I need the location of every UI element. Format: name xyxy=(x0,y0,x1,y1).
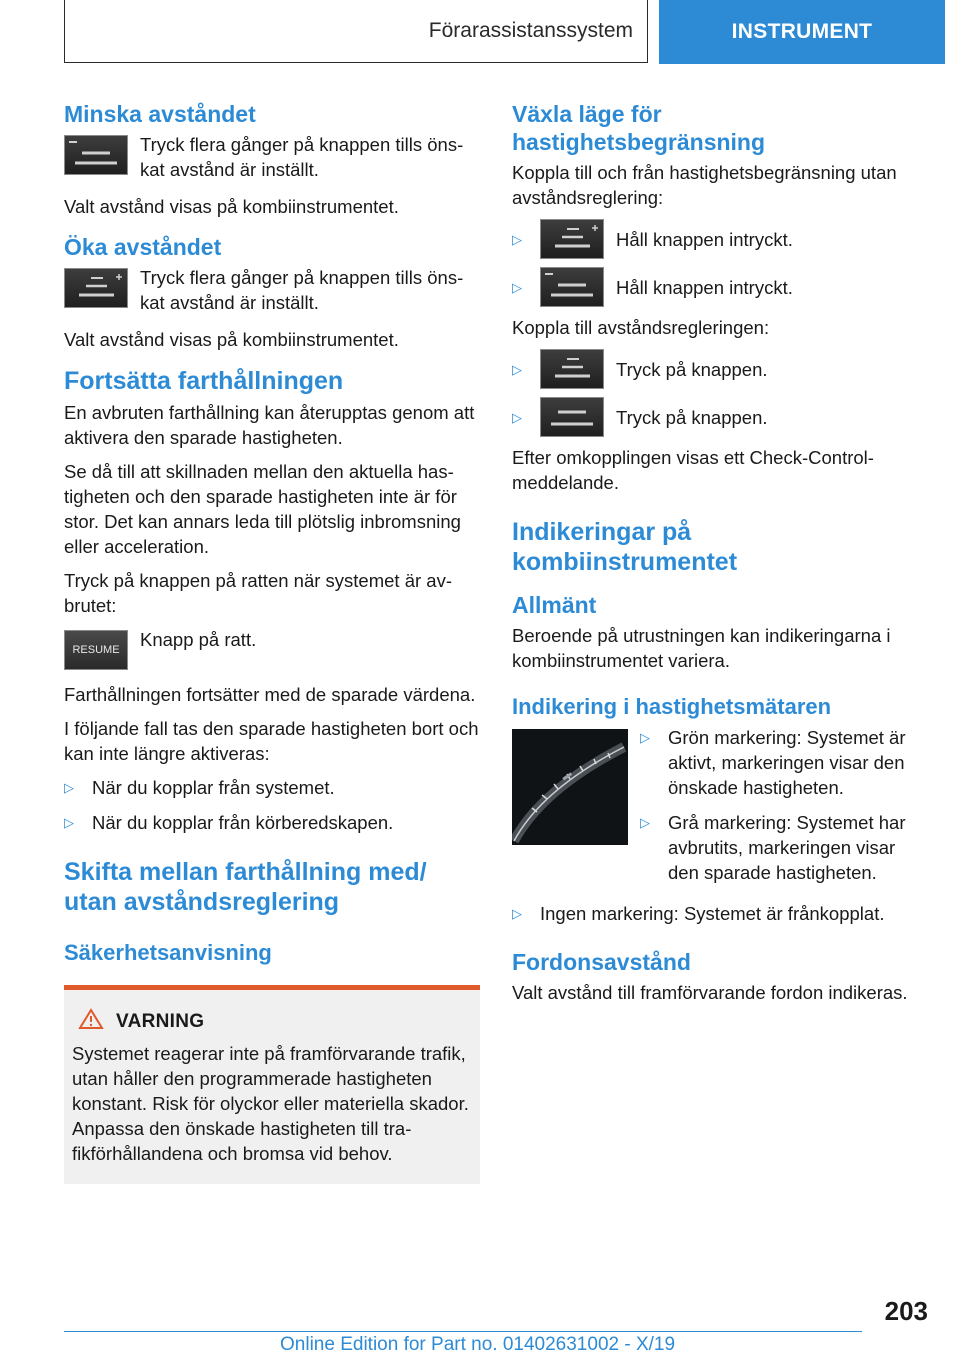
allmant-paragraph: Beroende på utrustningen kan indikeringarna i kombiinstrumentet variera. xyxy=(512,625,891,671)
list-item-text: När du kopplar från körberedskapen. xyxy=(92,812,394,833)
list-item-text: Tryck på knappen. xyxy=(616,406,768,428)
page-number: 203 xyxy=(884,1296,928,1326)
section-title: Förarassistanssystem xyxy=(64,0,648,63)
right-column xyxy=(512,100,917,1014)
list-item-text: Håll knappen intryckt. xyxy=(616,276,793,298)
bullet-triangle-icon: ▷ xyxy=(512,409,522,425)
bullet-triangle-icon: ▷ xyxy=(640,815,650,830)
warning-label: VARNING xyxy=(116,1010,205,1032)
minska-result: Valt avstånd visas på kombiinstrumentet. xyxy=(64,196,399,217)
heading-fortsatta-farthallningen: Fortsätta farthållningen xyxy=(64,367,344,395)
list-item-text: När du kopplar från systemet. xyxy=(92,777,335,798)
fortsatta-paragraph-2: Se då till att skillnaden mellan den aktuella hastigheten och den sparade hastigheten inte är för stor. Det kan annars leda till plötslig inbromsning eller acceleration. xyxy=(64,461,461,557)
heading-oka-avstandet: Öka avståndet xyxy=(64,234,222,260)
bullet-triangle-icon: ▷ xyxy=(640,730,650,745)
heading-sakerhetsanvisning: Säkerhetsanvisning xyxy=(64,940,272,965)
list-item-text: Grå markering: Systemet har avbrutits, markeringen visar den sparade hastigheten. xyxy=(668,812,906,883)
fordon-paragraph: Valt avstånd till framförvarande fordon indikeras. xyxy=(512,982,908,1003)
oka-instruction-text: Tryck flera gånger på knappen tills önskat avstånd är inställt. xyxy=(140,267,464,313)
distance-increase-button-icon xyxy=(64,268,128,308)
distance-decrease-button-icon xyxy=(540,397,604,437)
warning-text: Systemet reagerar inte på framförvarande trafik, utan håller den programmerade hastigheten konstant. Risk för olyckor eller materiella skador. Anpassa den önskade hastigheten till trafikförhållandena och bromsa vid behov. xyxy=(72,1043,469,1164)
list-item-text: Grön markering: Systemet är aktivt, markeringen visar den önskade hastigheten. xyxy=(668,727,906,798)
list-item xyxy=(512,219,917,259)
left-column xyxy=(64,100,480,1184)
list-item-text: Tryck på knappen. xyxy=(616,358,768,380)
fortsatta-paragraph-3: Tryck på knappen på ratten när systemet är avbrutet: xyxy=(64,570,453,616)
oka-result: Valt avstånd visas på kombiinstrumentet. xyxy=(64,329,399,350)
warning-header xyxy=(72,1008,472,1035)
heading-indikeringar: Indikeringar på kombiinstrumentet xyxy=(512,518,738,576)
distance-decrease-button-icon xyxy=(64,135,128,175)
vaxla-paragraph-2: Koppla till avståndsregleringen: xyxy=(512,317,770,338)
heading-minska-avstandet: Minska avståndet xyxy=(64,101,256,127)
bullet-triangle-icon: ▷ xyxy=(512,906,522,921)
heading-skifta: Skifta mellan farthållning med/ utan avståndsreglering xyxy=(64,858,427,916)
list-item xyxy=(512,901,917,926)
vaxla-paragraph-1: Koppla till och från hastighetsbegränsning utan avståndsreglering: xyxy=(512,162,897,208)
fortsatta-paragraph-1: En avbruten farthållning kan återupptas genom att aktivera den sparade hastigheten. xyxy=(64,402,475,448)
warning-box xyxy=(64,985,480,1184)
list-item xyxy=(640,810,917,885)
resume-instruction xyxy=(64,627,480,670)
speedometer-bullets xyxy=(640,725,917,895)
footer-divider xyxy=(64,1331,862,1332)
bullet-triangle-icon: ▷ xyxy=(512,279,522,295)
fortsatta-paragraph-4: Farthållningen fortsätter med de sparade värdena. xyxy=(64,684,476,705)
bullet-triangle-icon: ▷ xyxy=(512,361,522,377)
distance-decrease-button-icon xyxy=(540,267,604,307)
bullet-triangle-icon: ▷ xyxy=(512,231,522,247)
distance-increase-button-icon xyxy=(540,219,604,259)
list-item xyxy=(512,349,917,389)
list-item xyxy=(64,775,480,800)
speedometer-image xyxy=(512,729,628,845)
page-header xyxy=(64,0,945,64)
fortsatta-paragraph-5: I följande fall tas den sparade hastigheten bort och kan inte längre aktiveras: xyxy=(64,718,479,764)
heading-allmant: Allmänt xyxy=(512,592,597,618)
bullet-triangle-icon: ▷ xyxy=(64,815,74,830)
oka-instruction xyxy=(64,265,480,315)
list-item-text: Ingen markering: Systemet är frånkopplat. xyxy=(540,903,885,924)
minska-instruction xyxy=(64,132,480,182)
list-item xyxy=(512,397,917,437)
list-item xyxy=(64,810,480,835)
minska-instruction-text: Tryck flera gånger på knappen tills önskat avstånd är inställt. xyxy=(140,134,464,180)
list-item xyxy=(512,267,917,307)
resume-instruction-text: Knapp på ratt. xyxy=(140,629,257,650)
heading-vaxla-lage: Växla läge för hastighetsbegränsning xyxy=(512,101,766,155)
distance-increase-button-icon xyxy=(540,349,604,389)
resume-button-icon: RESUME xyxy=(64,630,128,670)
bullet-triangle-icon: ▷ xyxy=(64,780,74,795)
warning-triangle-icon xyxy=(78,1008,104,1035)
chapter-tab: INSTRUMENT xyxy=(659,0,945,64)
list-item-text: Håll knappen intryckt. xyxy=(616,228,793,250)
heading-fordonsavstand: Fordonsavstånd xyxy=(512,949,691,975)
list-item xyxy=(640,725,917,800)
speedometer-section xyxy=(512,725,917,895)
heading-hastighetsmataren: Indikering i hastighetsmätaren xyxy=(512,694,832,719)
vaxla-paragraph-3: Efter omkopplingen visas ett Check-Control-meddelande. xyxy=(512,447,874,493)
footer-edition: Online Edition for Part no. 01402631002 - X/19 xyxy=(280,1334,676,1355)
